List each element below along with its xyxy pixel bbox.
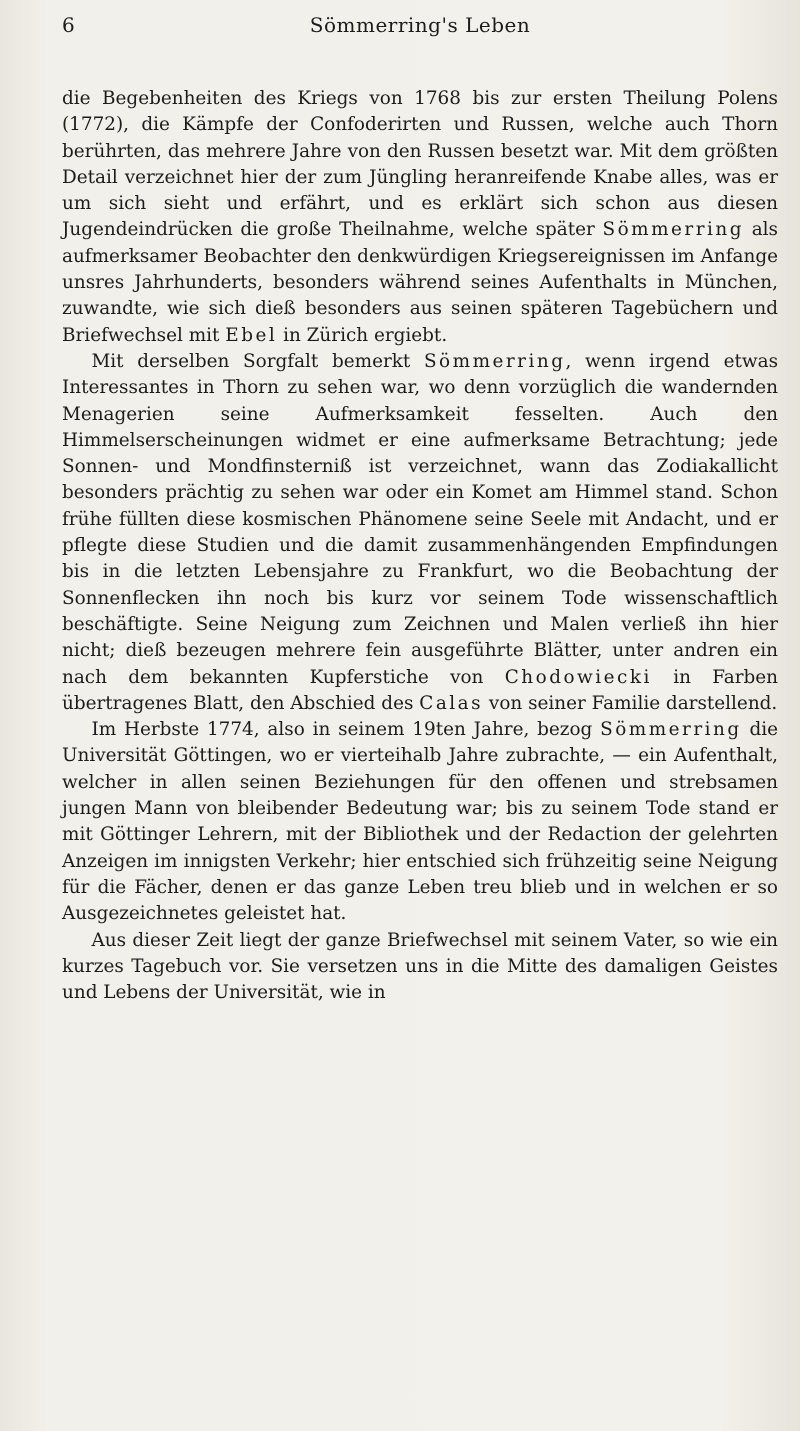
paragraph-1	[62, 86, 778, 349]
body-text	[62, 86, 778, 1006]
paragraph-3	[62, 717, 778, 927]
person-name: Sömmerring	[602, 219, 745, 241]
person-name: Sömmerring	[423, 350, 566, 372]
text-run: von seiner Familie darstellend.	[483, 692, 778, 714]
text-run: als aufmerksamer Beobachter den denkwürdigen Kriegsereignissen im Anfange unsres Jahrhunderts, besonders während seines Aufenthalts in München, zuwandte, wie sich dieß besonders aus seinen späteren Tagebüchern und Briefwechsel mit	[62, 219, 778, 346]
running-title: Sömmerring's Leben	[309, 13, 531, 37]
person-name: Chodowiecki	[504, 666, 652, 688]
page-number: 6	[62, 13, 75, 37]
text-run: in Zürich ergiebt.	[277, 324, 448, 346]
text-run: Im Herbste 1774, also in seinem 19ten Jahre, bezog	[91, 719, 601, 741]
text-run: , wenn irgend etwas Interessantes in Thorn zu sehen war, wo denn vorzüglich die wandernden Menagerien seine Aufmerksamkeit fesselten. Auch den Himmelserscheinungen widmet er eine aufmerksame Betrachtung; jede Sonnen- und Mondfinsterniß ist verzeichnet, wann das Zodiakallicht besonders prächtig zu sehen war oder ein Komet am Himmel stand. Schon frühe füllten diese kosmischen Phänomene seine Seele mit Andacht, und er pflegte diese Studien und die damit zusammenhängenden Empfindungen bis in die letzten Lebensjahre zu Frankfurt, wo die Beobachtung der Sonnenflecken ihn noch bis kurz vor seinem Tode wissenschaftlich beschäftigte. Seine Neigung zum Zeichnen und Malen verließ ihn hier nicht; dieß bezeugen mehrere fein ausgeführte Blätter, unter andren ein nach dem bekannten Kupferstiche von	[62, 350, 779, 688]
person-name: Calas	[419, 692, 484, 714]
person-name: Ebel	[225, 324, 278, 346]
paragraph-2	[62, 349, 778, 717]
text-run: die Begebenheiten des Kriegs von 1768 bis zur ersten Theilung Polens (1772), die Kämpfe der Confoderirten und Russen, welche auch Thorn berührten, das mehrere Jahre von den Russen besetzt war. Mit dem größten Detail verzeichnet hier der zum Jüngling heranreifende Knabe alles, was er um sich sieht und erfährt, und es erklärt sich schon aus diesen Jugendeindrücken die große Theilnahme, welche später	[62, 88, 778, 241]
text-run: Mit derselben Sorgfalt bemerkt	[91, 350, 424, 372]
running-head	[62, 10, 778, 40]
paragraph-4	[62, 928, 778, 1007]
text-run: Aus dieser Zeit liegt der ganze Briefwechsel mit seinem Vater, so wie ein kurzes Tagebuch vor. Sie versetzen uns in die Mitte des damaligen Geistes und Lebens der Universität, wie in	[62, 929, 778, 1004]
person-name: Sömmerring	[600, 719, 742, 741]
text-run: die Universität Göttingen, wo er vierteihalb Jahre zubrachte, — ein Aufenthalt, welcher in allen seinen Beziehungen für den offenen und strebsamen jungen Mann von bleibender Bedeutung war; bis zu seinem Tode stand er mit Göttinger Lehrern, mit der Bibliothek und der Redaction der gelehrten Anzeigen im innigsten Verkehr; hier entschied sich frühzeitig seine Neigung für die Fächer, denen er das ganze Leben treu blieb und in welchen er so Ausgezeichnetes geleistet hat.	[62, 719, 778, 925]
text-run: in Farben übertragenes Blatt, den Abschied des	[62, 666, 779, 714]
